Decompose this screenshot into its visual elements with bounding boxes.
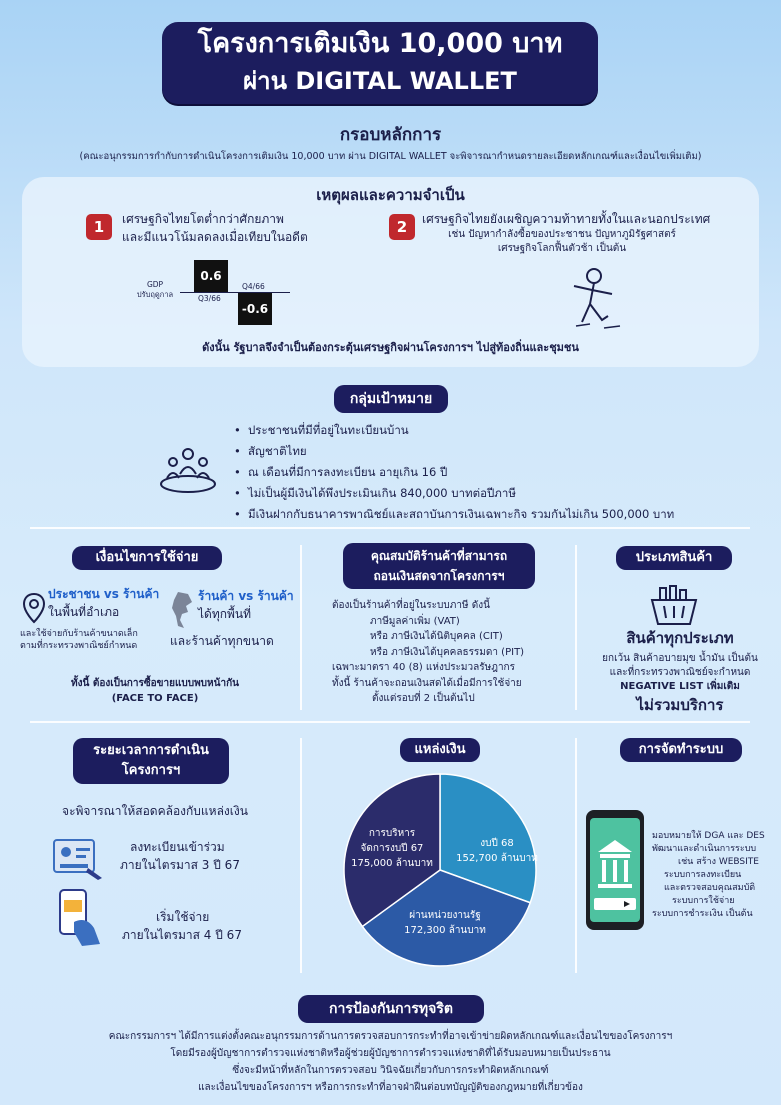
shop-qual-heading-line1: คุณสมบัติร้านค้าที่สามารถ xyxy=(370,549,508,563)
reasons-heading: เหตุผลและความจำเป็น xyxy=(316,186,465,204)
goods-line2: และที่กระทรวงพาณิชย์จะกำหนด xyxy=(609,667,751,678)
goods-line1: ยกเว้น สินค้าอบายมุข น้ำมัน เป็นต้น xyxy=(602,653,758,664)
goods-line3: NEGATIVE LIST เพิ่มเติม xyxy=(620,681,740,692)
funding-amount: 172,300 ล้านบาท xyxy=(404,925,486,936)
funding-heading: แหล่งเงิน xyxy=(400,738,480,762)
spending-left-sub: ในพื้นที่อำเภอ xyxy=(48,605,120,619)
goods-main: สินค้าทุกประเภท xyxy=(626,629,734,647)
framework-heading: กรอบหลักการ xyxy=(339,125,442,145)
shop-qual-body xyxy=(332,598,562,707)
gdp-bar-q4: -0.6 xyxy=(238,293,272,325)
timeline-heading xyxy=(73,738,229,784)
title-line1: โครงการเติมเงิน 10,000 บาท xyxy=(197,28,563,59)
vertical-divider xyxy=(575,545,577,710)
target-item: • ไม่เป็นผู้มีเงินได้พึงประเมินเกิน 840,000 บาทต่อปีภาษี xyxy=(234,483,754,504)
reasons-conclusion: ดังนั้น รัฐบาลจึงจำเป็นต้องกระตุ้นเศรษฐกิจผ่านโครงการฯ ไปสู่ท้องถิ่นและชุมชน xyxy=(202,341,579,354)
funding-label: ผ่านหน่วยงานรัฐ xyxy=(409,910,481,921)
target-list xyxy=(234,420,754,525)
framework-subtitle: (คณะอนุกรรมการกำกับการดำเนินโครงการเติมเงิน 10,000 บาท ผ่าน DIGITAL WALLET จะพิจารณากำหนดรายละเอียดหลักเกณฑ์และเงื่อนไขเพิ่มเติม) xyxy=(79,151,702,162)
shop-qual-heading-line2: ถอนเงินสดจากโครงการฯ xyxy=(373,569,505,583)
vertical-divider xyxy=(575,738,577,973)
system-line: เช่น สร้าง WEBSITE xyxy=(678,857,759,867)
spending-heading: เงื่อนไขการใช้จ่าย xyxy=(72,546,222,570)
funding-label-budget-68 xyxy=(452,836,542,866)
shop-qual-line: ต้องเป็นร้านค้าที่อยู่ในระบบภาษี ดังนี้ xyxy=(332,600,490,611)
reason-2-line2: เช่น ปัญหากำลังซื้อของประชาชน ปัญหาภูมิรัฐศาสตร์ xyxy=(448,229,676,240)
timeline-step2-line2: ภายในไตรมาส 4 ปี 67 xyxy=(122,928,242,942)
reason-1-text xyxy=(122,210,372,246)
reason-2-text xyxy=(422,210,742,256)
target-item: • ณ เดือนที่มีการลงทะเบียน อายุเกิน 16 ปี xyxy=(234,462,754,483)
shop-qual-line: เฉพาะมาตรา 40 (8) แห่งประมวลรัษฎากร xyxy=(332,662,515,673)
title-banner xyxy=(162,22,598,104)
gdp-bar-q4-label: Q4/66 xyxy=(242,282,265,291)
reason-1-badge: 1 xyxy=(86,214,112,240)
gdp-axis xyxy=(180,292,290,293)
spending-footer1: ทั้งนี้ ต้องเป็นการซื้อขายแบบพบหน้ากัน xyxy=(71,678,239,689)
spending-right-title: ร้านค้า vs ร้านค้า xyxy=(198,589,294,603)
spending-left-note xyxy=(20,628,170,652)
timeline-step1-line2: ภายในไตรมาส 3 ปี 67 xyxy=(120,858,240,872)
timeline-step1 xyxy=(120,838,300,874)
registration-form-icon xyxy=(52,838,104,882)
spending-left-title: ประชาชน vs ร้านค้า xyxy=(48,587,160,601)
mobile-bank-app-icon xyxy=(584,808,646,932)
target-item: • สัญชาติไทย xyxy=(234,441,754,462)
spending-right-note: และร้านค้าทุกขนาด xyxy=(170,634,274,648)
timeline-heading-line1: ระยะเวลาการดำเนิน xyxy=(93,743,209,758)
reason-1-line1: เศรษฐกิจไทยโตต่ำกว่าศักยภาพ xyxy=(122,212,284,226)
reason-2-badge: 2 xyxy=(389,214,415,240)
spending-left-note1: และใช้จ่ายกับร้านค้าขนาดเล็ก xyxy=(20,629,138,639)
funding-label-agencies xyxy=(390,908,500,938)
funding-label: งบปี 68 xyxy=(480,838,514,849)
spending-footer2: (FACE TO FACE) xyxy=(111,693,199,704)
gdp-bar-q3-label: Q3/66 xyxy=(198,294,221,303)
anticorruption-line: คณะกรรมการฯ ได้มีการแต่งตั้งคณะอนุกรรมการด้านการตรวจสอบการกระทำที่อาจเข้าข่ายผิดหลักเกณฑ์และเงื่อนไขของโครงการฯ xyxy=(108,1031,673,1042)
system-line: มอบหมายให้ DGA และ DES xyxy=(652,831,765,841)
divider xyxy=(30,721,750,723)
gdp-bar-q3: 0.6 xyxy=(194,260,228,292)
title-line2: ผ่าน DIGITAL WALLET xyxy=(243,67,517,95)
goods-heading: ประเภทสินค้า xyxy=(616,546,732,570)
gdp-label-line1: GDP xyxy=(146,280,164,289)
reason-1-line2: และมีแนวโน้มลดลงเมื่อเทียบในอดีต xyxy=(122,230,308,244)
timeline-step2-line1: เริ่มใช้จ่าย xyxy=(156,910,210,924)
divider xyxy=(30,527,750,529)
spending-right-sub: ได้ทุกพื้นที่ xyxy=(198,607,252,621)
reason-2-line3: เศรษฐกิจโลกฟื้นตัวช้า เป็นต้น xyxy=(497,243,627,254)
goods-line4: ไม่รวมบริการ xyxy=(636,696,724,714)
shopping-basket-icon xyxy=(650,584,698,626)
funding-amount: 152,700 ล้านบาท xyxy=(456,853,538,864)
anticorruption-line: โดยมีรองผู้บัญชาการตำรวจแห่งชาติหรือผู้ช่วยผู้บัญชาการตำรวจแห่งชาติที่ได้รับมอบหมายเป็นประธาน xyxy=(170,1048,611,1059)
shop-qual-line: ภาษีมูลค่าเพิ่ม (VAT) xyxy=(370,615,460,627)
funding-amount: 175,000 ล้านบาท xyxy=(351,858,433,869)
timeline-step2 xyxy=(122,908,302,944)
vertical-divider xyxy=(300,738,302,973)
gdp-label-line2: ปรับฤดูกาล xyxy=(136,290,174,299)
system-line: พัฒนาและดำเนินการระบบ xyxy=(652,844,757,854)
thailand-map-icon xyxy=(168,590,196,630)
location-pin-icon xyxy=(22,592,46,624)
target-heading: กลุ่มเป้าหมาย xyxy=(334,385,448,413)
funding-label: จัดการงบปี 67 xyxy=(360,843,424,854)
shop-qual-line: หรือ ภาษีเงินได้บุคคลธรรมดา (PIT) xyxy=(370,646,525,658)
timeline-intro: จะพิจารณาให้สอดคล้องกับแหล่งเงิน xyxy=(62,804,248,818)
timeline-heading-line2: โครงการฯ xyxy=(121,763,181,778)
anticorruption-line: และเงื่อนไขของโครงการฯ หรือการกระทำที่อาจฝ่าฝืนต่อบทบัญญัติของกฎหมายที่เกี่ยวข้อง xyxy=(198,1082,583,1093)
shop-qual-heading xyxy=(343,543,535,589)
target-item: • ประชาชนที่มีที่อยู่ในทะเบียนบ้าน xyxy=(234,420,754,441)
vertical-divider xyxy=(300,545,302,710)
timeline-step1-line1: ลงทะเบียนเข้าร่วม xyxy=(130,840,225,854)
reason-2-line1: เศรษฐกิจไทยยังเผชิญความท้าทายทั้งในและนอกประเทศ xyxy=(422,212,711,226)
group-people-icon xyxy=(158,444,218,494)
system-heading: การจัดทำระบบ xyxy=(620,738,742,762)
target-item: • มีเงินฝากกับธนาคารพาณิชย์และสถาบันการเงินเฉพาะกิจ รวมกันไม่เกิน 500,000 บาท xyxy=(234,504,754,525)
spending-left-note2: ตามที่กระทรวงพาณิชย์กำหนด xyxy=(20,641,138,651)
gdp-label xyxy=(130,280,180,300)
system-body xyxy=(652,830,777,921)
funding-label: การบริหาร xyxy=(368,828,416,839)
shop-qual-line: ตั้งแต่รอบที่ 2 เป็นต้นไป xyxy=(372,693,475,704)
shop-qual-line: ทั้งนี้ ร้านค้าจะถอนเงินสดได้เมื่อมีการใช้จ่าย xyxy=(332,677,522,689)
anticorruption-heading: การป้องกันการทุจริต xyxy=(298,995,484,1023)
system-line: และตรวจสอบคุณสมบัติ xyxy=(664,883,756,893)
system-line: ระบบการลงทะเบียน xyxy=(664,870,742,880)
stumbling-person-icon xyxy=(560,264,630,334)
anticorruption-body xyxy=(10,1028,771,1096)
system-line: ระบบการชำระเงิน เป็นต้น xyxy=(652,909,753,919)
spending-footer xyxy=(30,676,280,706)
shop-qual-line: หรือ ภาษีเงินได้นิติบุคคล (CIT) xyxy=(370,631,503,642)
system-line: ระบบการใช้จ่าย xyxy=(672,896,735,906)
funding-label-budget-67 xyxy=(342,826,442,871)
phone-payment-icon xyxy=(54,888,104,948)
anticorruption-line: ซึ่งจะมีหน้าที่หลักในการตรวจสอบ วินิจฉัยเกี่ยวกับการกระทำผิดหลักเกณฑ์ xyxy=(232,1065,549,1076)
